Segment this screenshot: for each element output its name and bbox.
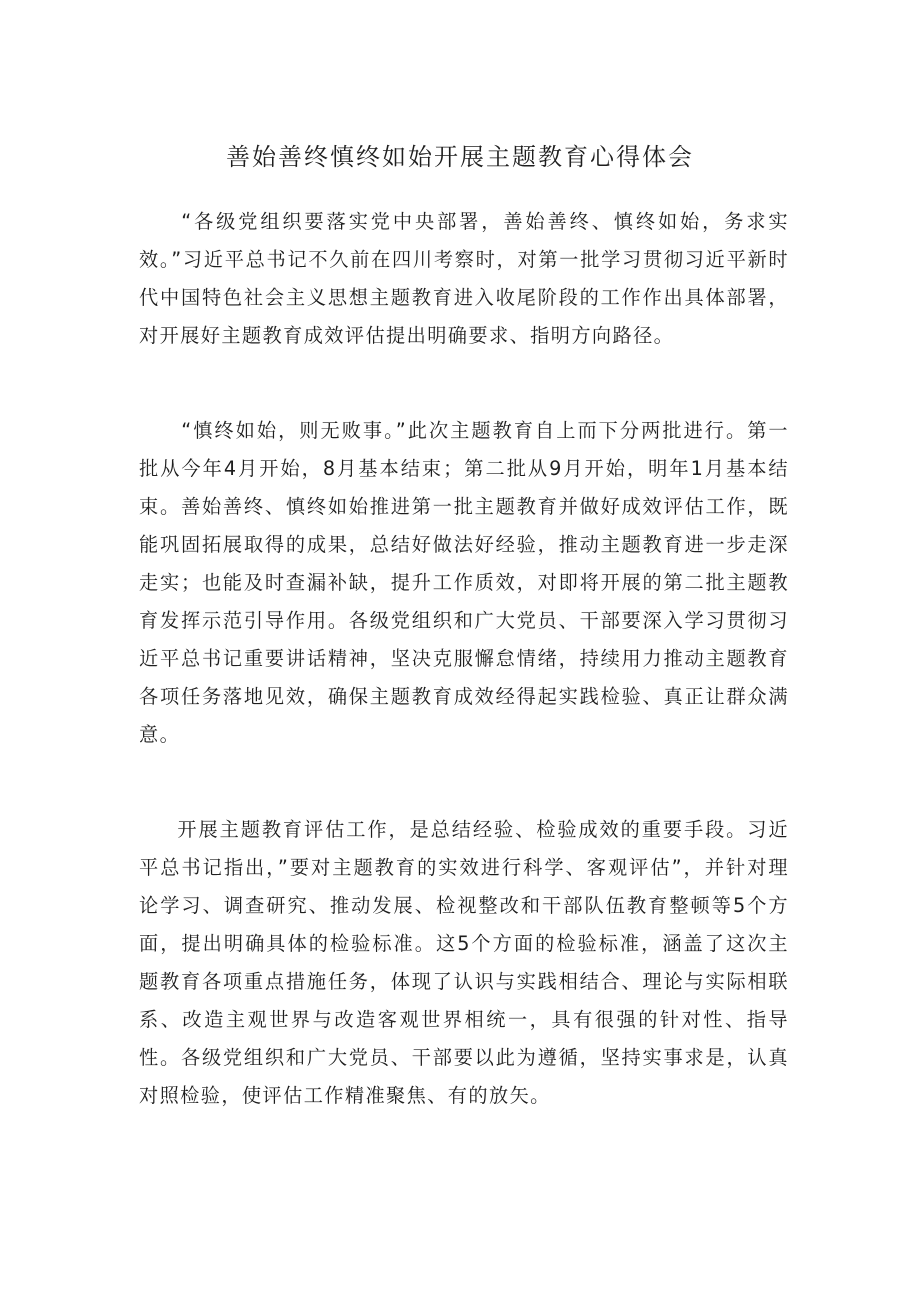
paragraph-3: 开展主题教育评估工作，是总结经验、检验成效的重要手段。习近平总书记指出，”要对主题教育的实效进行科学、客观评估”，并针对理论学习、调查研究、推动发展、检视整改和干部队伍教育整顿等5个方面，提出明确具体的检验标准。这5个方面的检验标准，涵盖了这次主题教育各项重点措施任务，体现了认识与实践相结合、理论与实际相联系、改造主观世界与改造客观世界相统一，具有很强的针对性、指导性。各级党组织和广大党员、干部要以此为遵循，坚持实事求是，认真对照检验，使评估工作精准聚焦、有的放矢。 [139, 818, 789, 1107]
paragraph-1: “各级党组织要落实党中央部署，善始善终、慎终如始，务求实效。”习近平总书记不久前在四川考察时，对第一批学习贯彻习近平新时代中国特色社会主义思想主题教育进入收尾阶段的工作作出具体部署，对开展好主题教育成效评估提出明确要求、指明方向路径。 [139, 210, 789, 347]
document-title: 善始善终慎终如始开展主题教育心得体会 [226, 143, 694, 171]
paragraph-2: “慎终如始，则无败事。”此次主题教育自上而下分两批进行。第一批从今年4月开始，8月基本结束；第二批从9月开始，明年1月基本结束。善始善终、慎终如始推进第一批主题教育并做好成效评估工作，既能巩固拓展取得的成果，总结好做法好经验，推动主题教育进一步走深走实；也能及时查漏补缺，提升工作质效，对即将开展的第二批主题教育发挥示范引导作用。各级党组织和广大党员、干部要深入学习贯彻习近平总书记重要讲话精神，坚决克服懈怠情绪，持续用力推动主题教育各项任务落地见效，确保主题教育成效经得起实践检验、真正让群众满意。 [139, 419, 789, 746]
